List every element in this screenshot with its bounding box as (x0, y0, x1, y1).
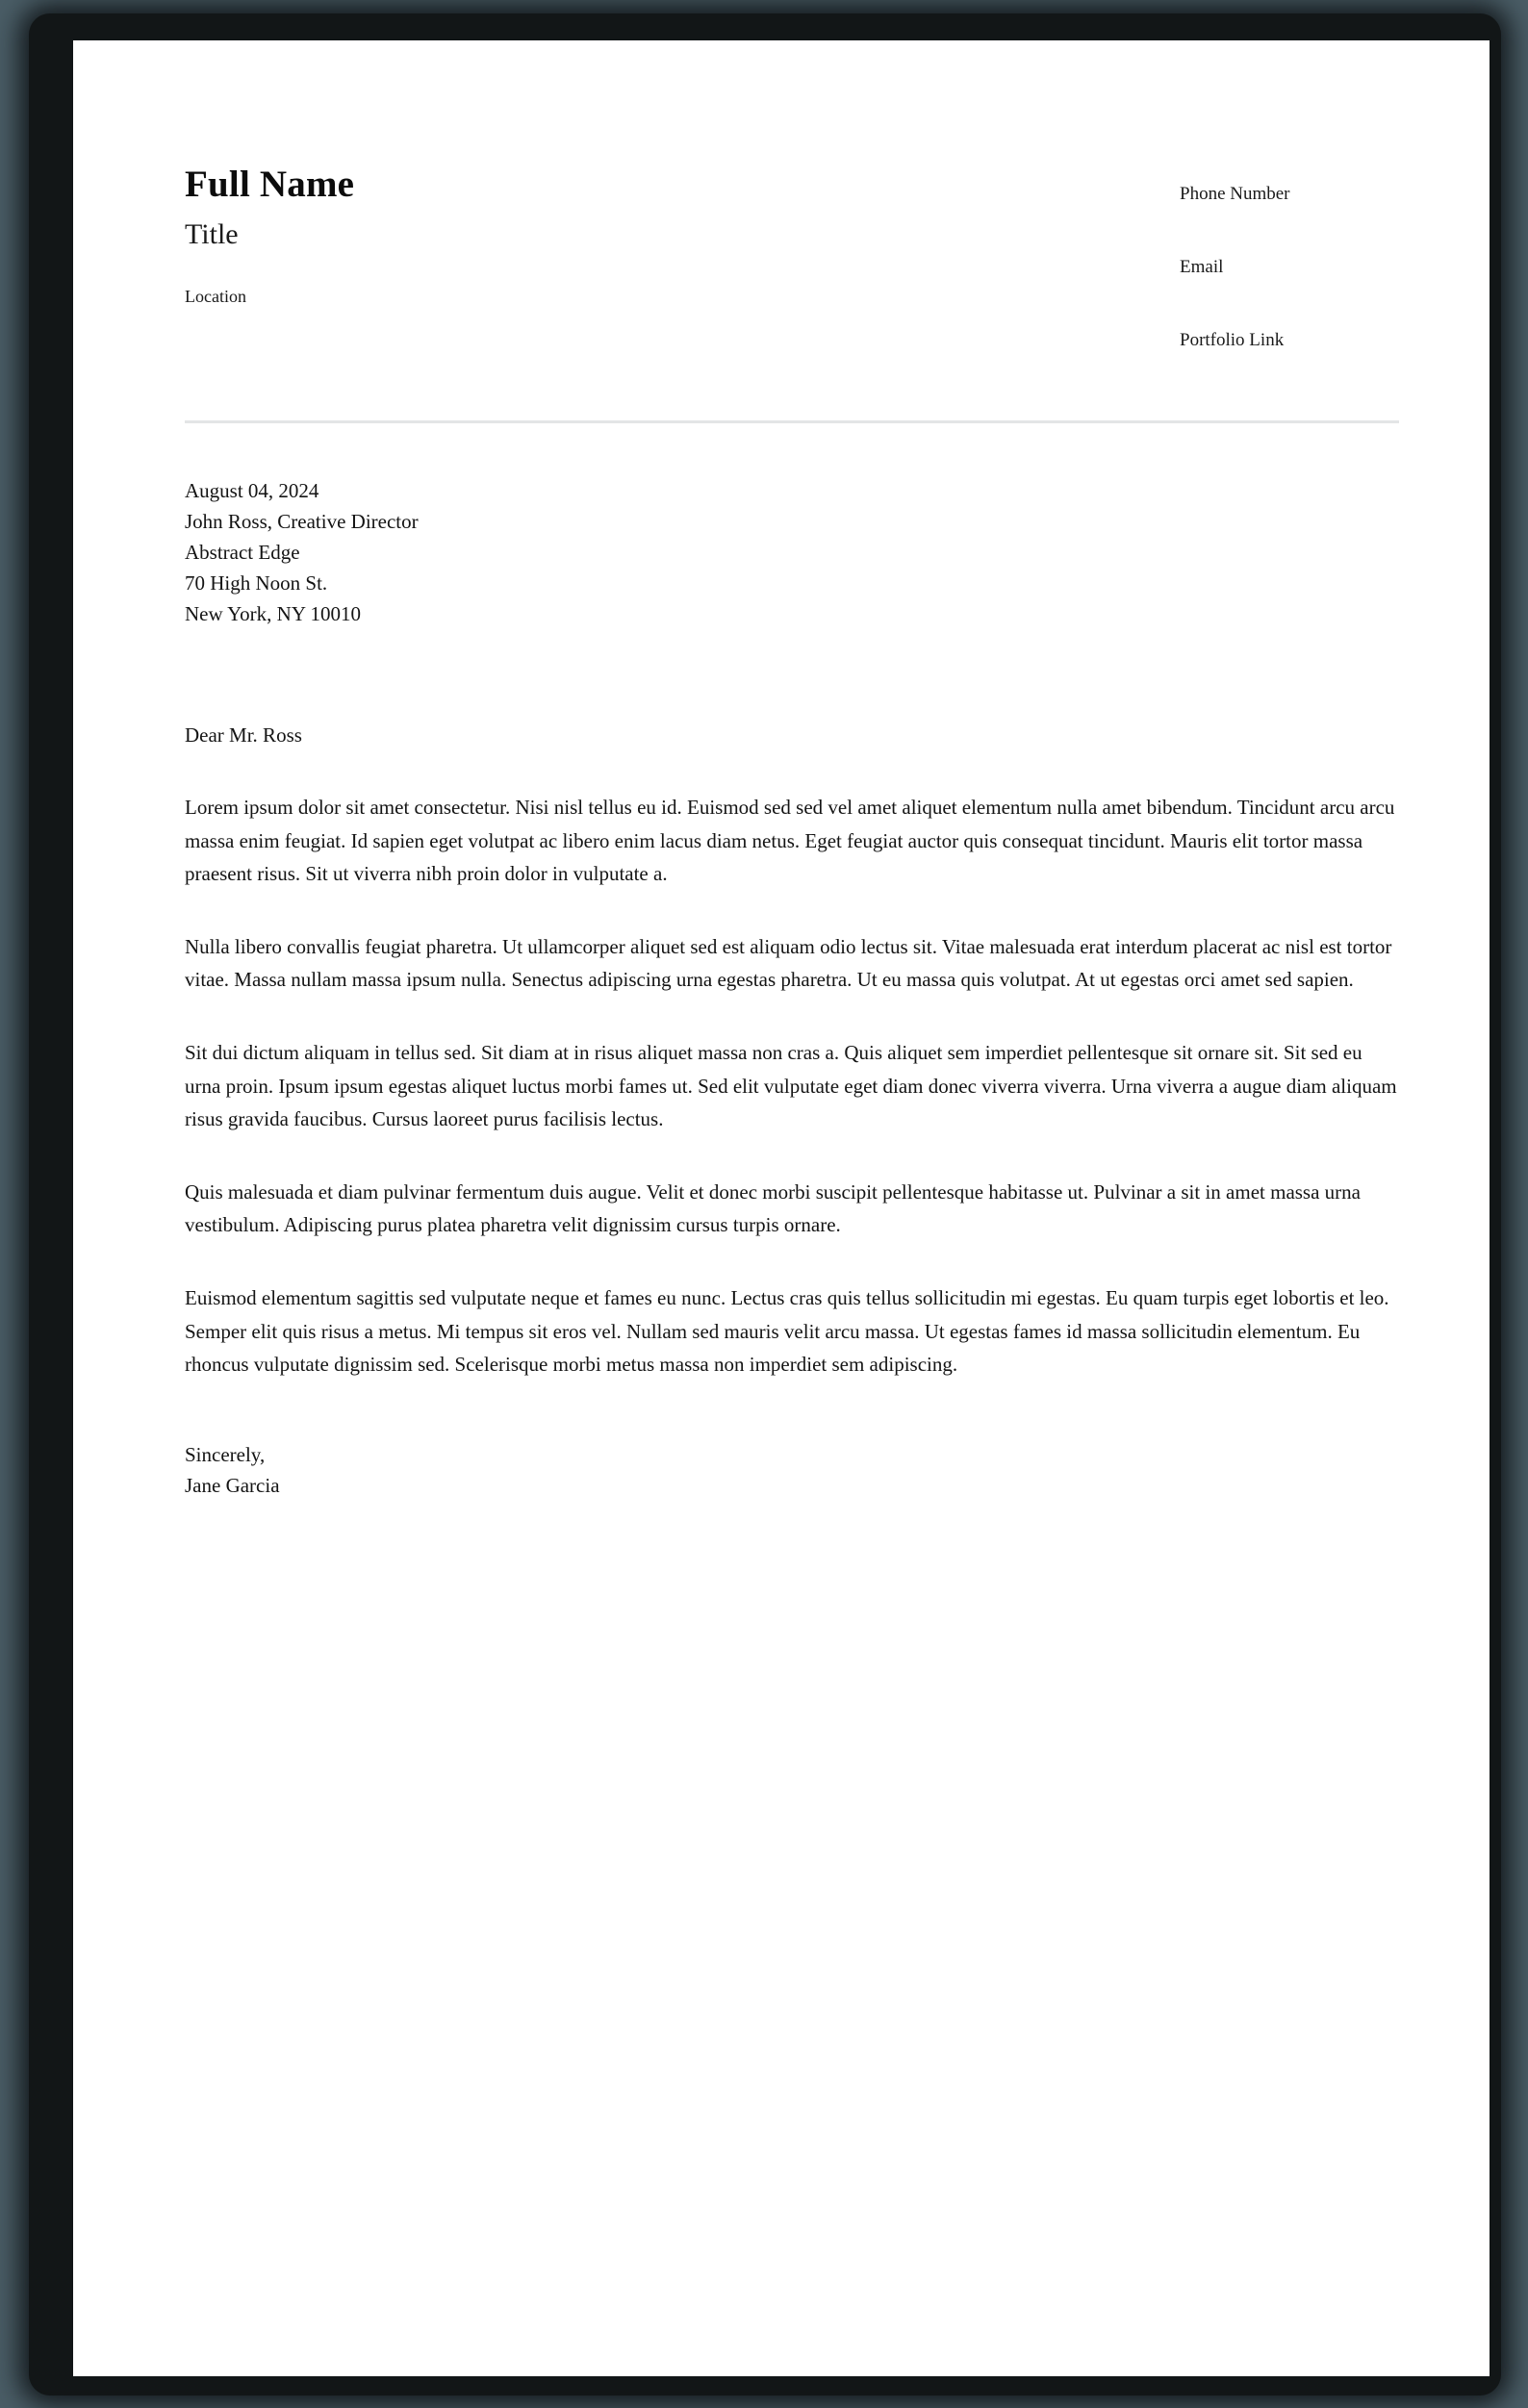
closing-block (185, 1440, 1399, 1502)
identity-block (185, 165, 354, 308)
body-paragraph: Quis malesuada et diam pulvinar fermentum duis augue. Velit et donec morbi suscipit pellentesque habitasse ut. Pulvinar a sit in amet massa urna vestibulum. Adipiscing purus platea pharetra velit dignissim cursus turpis ornare. (185, 1180, 1361, 1237)
page-frame (29, 13, 1501, 2395)
job-title: Title (185, 217, 239, 250)
contact-portfolio-link: Portfolio Link (1180, 329, 1285, 350)
closing-phrase: Sincerely, (185, 1443, 266, 1467)
salutation: Dear Mr. Ross (185, 722, 302, 747)
recipient-street: 70 High Noon St. (185, 570, 328, 595)
contact-block (1180, 165, 1399, 351)
body-paragraph: Lorem ipsum dolor sit amet consectetur. Nisi nisl tellus eu id. Euismod sed sed vel amet aliquet elementum nulla amet bibendum. Tincidunt arcu arcu massa enim feugiat. Id sapien eget volutpat ac libero enim lacus diam netus. Eget feugiat auctor quis consequat tincidunt. Mauris elit tortor massa praesent risus. Sit ut viverra nibh proin dolor in vulputate a. (185, 796, 1395, 885)
contact-phone-number: Phone Number (1180, 184, 1290, 204)
letterhead (185, 40, 1399, 351)
letter-content (185, 40, 1399, 1502)
recipient-block (185, 476, 1399, 630)
signer-name: Jane Garcia (185, 1474, 280, 1498)
location: Location (185, 286, 246, 306)
body-paragraph: Sit dui dictum aliquam in tellus sed. Sit diam at in risus aliquet massa non cras a. Quis aliquet sem imperdiet pellentesque sit ornare sit. Sit sed eu urna proin. Ipsum ipsum egestas aliquet luctus morbi fames ut. Sed elit vulputate eget diam donec viverra viverra. Urna viverra a augue diam aliquam risus gravida faucibus. Cursus laoreet purus facilisis lectus. (185, 1041, 1397, 1130)
recipient-company: Abstract Edge (185, 541, 300, 565)
body-paragraph: Euismod elementum sagittis sed vulputate neque et fames eu nunc. Lectus cras quis tellus sollicitudin mi egestas. Eu quam turpis eget lobortis et leo. Semper elit quis risus a metus. Mi tempus sit eros vel. Nullam sed mauris velit arcu massa. Ut egestas fames id massa sollicitudin elementum. Eu rhoncus vulputate dignissim sed. Scelerisque morbi metus massa non imperdiet sem adipiscing. (185, 1286, 1389, 1376)
contact-email: Email (1180, 256, 1224, 277)
recipient-name-role: John Ross, Creative Director (185, 510, 419, 534)
letter-page (73, 40, 1490, 2376)
header-divider (185, 420, 1399, 423)
body-paragraph: Nulla libero convallis feugiat pharetra. Ut ullamcorper aliquet sed est aliquam odio lectus sit. Vitae malesuada erat interdum placerat ac nisl est tortor vitae. Massa nullam massa ipsum nulla. Senectus adipiscing urna egestas pharetra. Ut eu massa quis volutpat. At ut egestas orci amet sed sapien. (185, 934, 1392, 992)
full-name: Full Name (185, 164, 355, 205)
letter-date: August 04, 2024 (185, 479, 319, 503)
recipient-city-state-zip: New York, NY 10010 (185, 601, 361, 625)
